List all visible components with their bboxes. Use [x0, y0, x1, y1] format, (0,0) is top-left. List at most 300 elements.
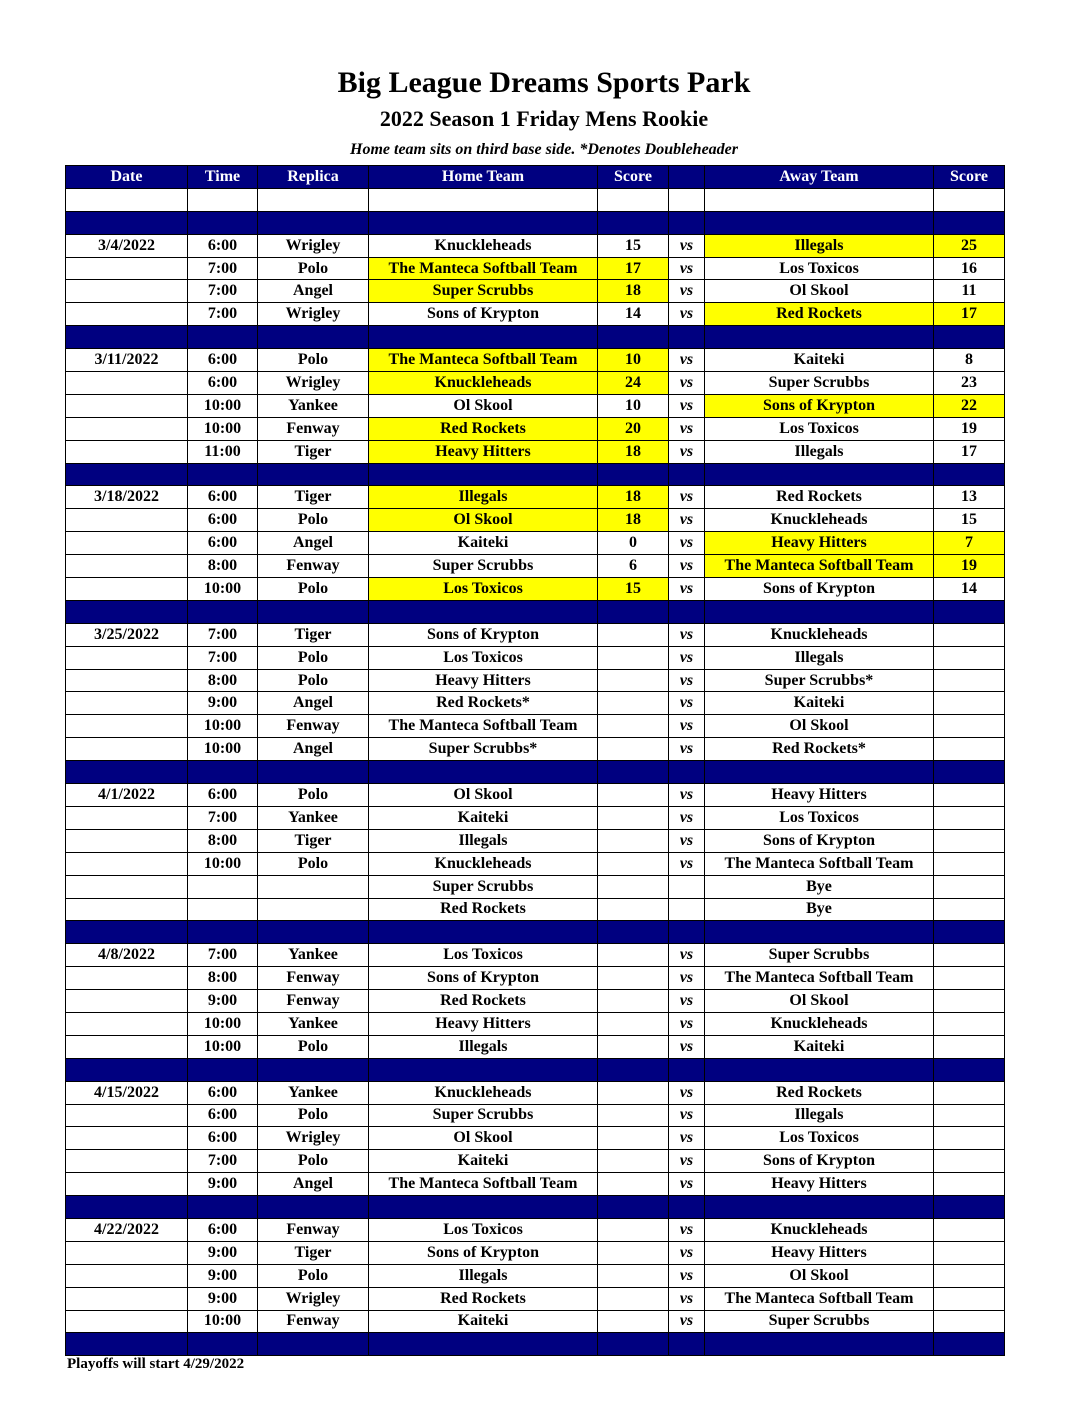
date-cell — [66, 600, 188, 623]
table-row — [66, 1218, 1005, 1241]
date-cell — [66, 372, 188, 395]
vs-cell: vs — [669, 1127, 705, 1150]
home-score-cell — [598, 326, 669, 349]
col-time: Time — [188, 166, 258, 189]
home-team-cell — [369, 1333, 598, 1356]
home-score-cell — [598, 211, 669, 234]
time-cell: 8:00 — [188, 829, 258, 852]
away-score-cell — [934, 646, 1005, 669]
vs-cell — [669, 463, 705, 486]
home-team-cell — [369, 1058, 598, 1081]
replica-cell — [258, 463, 369, 486]
home-score-cell — [598, 1127, 669, 1150]
vs-cell — [669, 1058, 705, 1081]
home-score-cell: 24 — [598, 372, 669, 395]
home-score-cell: 15 — [598, 578, 669, 601]
date-cell — [66, 555, 188, 578]
away-score-cell — [934, 875, 1005, 898]
table-row — [66, 692, 1005, 715]
home-score-cell — [598, 990, 669, 1013]
table-row — [66, 829, 1005, 852]
col-away-team: Away Team — [705, 166, 934, 189]
table-row — [66, 806, 1005, 829]
home-team-cell: The Manteca Softball Team — [369, 1173, 598, 1196]
vs-cell: vs — [669, 692, 705, 715]
home-score-cell — [598, 463, 669, 486]
away-team-cell: The Manteca Softball Team — [705, 967, 934, 990]
date-cell: 4/8/2022 — [66, 944, 188, 967]
away-team-cell: Knuckleheads — [705, 1012, 934, 1035]
date-cell — [66, 211, 188, 234]
time-cell — [188, 600, 258, 623]
away-score-cell: 23 — [934, 372, 1005, 395]
home-team-cell: Heavy Hitters — [369, 440, 598, 463]
table-row — [66, 1310, 1005, 1333]
away-team-cell: Knuckleheads — [705, 623, 934, 646]
time-cell: 10:00 — [188, 1310, 258, 1333]
vs-cell: vs — [669, 1264, 705, 1287]
table-row — [66, 234, 1005, 257]
away-score-cell — [934, 1196, 1005, 1219]
home-score-cell — [598, 1081, 669, 1104]
date-cell: 3/11/2022 — [66, 349, 188, 372]
vs-cell: vs — [669, 829, 705, 852]
home-team-cell: Kaiteki — [369, 806, 598, 829]
home-score-cell — [598, 829, 669, 852]
table-row — [66, 303, 1005, 326]
table-row — [66, 486, 1005, 509]
away-team-cell — [705, 600, 934, 623]
table-row — [66, 623, 1005, 646]
date-cell — [66, 921, 188, 944]
week-separator — [66, 761, 1005, 784]
date-cell — [66, 532, 188, 555]
date-cell — [66, 1127, 188, 1150]
time-cell: 7:00 — [188, 623, 258, 646]
time-cell — [188, 761, 258, 784]
col-date: Date — [66, 166, 188, 189]
vs-cell — [669, 1333, 705, 1356]
table-row — [66, 1173, 1005, 1196]
home-score-cell: 6 — [598, 555, 669, 578]
away-score-cell — [934, 1081, 1005, 1104]
time-cell: 6:00 — [188, 486, 258, 509]
away-score-cell — [934, 715, 1005, 738]
date-cell — [66, 669, 188, 692]
home-score-cell: 18 — [598, 486, 669, 509]
date-cell — [66, 806, 188, 829]
away-team-cell — [705, 188, 934, 211]
away-team-cell: Ol Skool — [705, 280, 934, 303]
away-team-cell: Sons of Krypton — [705, 578, 934, 601]
home-team-cell: Super Scrubbs — [369, 555, 598, 578]
date-cell — [66, 463, 188, 486]
replica-cell: Polo — [258, 257, 369, 280]
week-separator — [66, 463, 1005, 486]
home-score-cell — [598, 1012, 669, 1035]
date-cell — [66, 440, 188, 463]
replica-cell: Angel — [258, 532, 369, 555]
away-score-cell — [934, 761, 1005, 784]
away-team-cell — [705, 1196, 934, 1219]
home-score-cell — [598, 1196, 669, 1219]
away-team-cell: Kaiteki — [705, 692, 934, 715]
replica-cell: Yankee — [258, 1012, 369, 1035]
away-score-cell: 19 — [934, 417, 1005, 440]
away-team-cell: Heavy Hitters — [705, 1173, 934, 1196]
away-team-cell: Illegals — [705, 440, 934, 463]
home-team-cell: Illegals — [369, 829, 598, 852]
vs-cell: vs — [669, 280, 705, 303]
replica-cell — [258, 326, 369, 349]
time-cell: 7:00 — [188, 806, 258, 829]
time-cell: 9:00 — [188, 1287, 258, 1310]
away-score-cell — [934, 1333, 1005, 1356]
home-score-cell — [598, 1104, 669, 1127]
time-cell — [188, 188, 258, 211]
time-cell: 9:00 — [188, 990, 258, 1013]
vs-cell: vs — [669, 372, 705, 395]
vs-cell: vs — [669, 303, 705, 326]
home-score-cell — [598, 944, 669, 967]
home-team-cell: Super Scrubbs — [369, 280, 598, 303]
table-row — [66, 280, 1005, 303]
home-score-cell: 18 — [598, 280, 669, 303]
replica-cell: Yankee — [258, 1081, 369, 1104]
away-team-cell: Red Rockets — [705, 1081, 934, 1104]
away-score-cell — [934, 1127, 1005, 1150]
away-score-cell — [934, 1264, 1005, 1287]
replica-cell: Polo — [258, 669, 369, 692]
time-cell: 6:00 — [188, 1218, 258, 1241]
away-score-cell — [934, 1310, 1005, 1333]
away-score-cell — [934, 1058, 1005, 1081]
home-team-cell — [369, 921, 598, 944]
time-cell: 6:00 — [188, 532, 258, 555]
away-score-cell — [934, 738, 1005, 761]
away-score-cell — [934, 623, 1005, 646]
away-team-cell: Heavy Hitters — [705, 1241, 934, 1264]
table-row — [66, 990, 1005, 1013]
replica-cell: Polo — [258, 852, 369, 875]
replica-cell — [258, 211, 369, 234]
table-row — [66, 555, 1005, 578]
home-team-cell: Heavy Hitters — [369, 1012, 598, 1035]
vs-cell — [669, 761, 705, 784]
home-score-cell — [598, 1241, 669, 1264]
vs-cell: vs — [669, 532, 705, 555]
date-cell — [66, 1310, 188, 1333]
time-cell: 6:00 — [188, 1127, 258, 1150]
home-team-cell: Kaiteki — [369, 1310, 598, 1333]
date-cell — [66, 578, 188, 601]
vs-cell — [669, 921, 705, 944]
home-score-cell — [598, 852, 669, 875]
date-cell — [66, 692, 188, 715]
home-team-cell: Illegals — [369, 1035, 598, 1058]
away-score-cell — [934, 326, 1005, 349]
date-cell — [66, 898, 188, 921]
time-cell: 9:00 — [188, 692, 258, 715]
home-team-cell: Red Rockets — [369, 990, 598, 1013]
away-score-cell — [934, 1241, 1005, 1264]
replica-cell: Tiger — [258, 486, 369, 509]
home-team-cell: The Manteca Softball Team — [369, 349, 598, 372]
time-cell: 7:00 — [188, 303, 258, 326]
vs-cell: vs — [669, 486, 705, 509]
home-score-cell — [598, 1058, 669, 1081]
vs-cell — [669, 1196, 705, 1219]
time-cell: 7:00 — [188, 1150, 258, 1173]
time-cell: 8:00 — [188, 669, 258, 692]
replica-cell: Fenway — [258, 1310, 369, 1333]
home-team-cell: Sons of Krypton — [369, 967, 598, 990]
away-score-cell: 13 — [934, 486, 1005, 509]
home-team-cell: Ol Skool — [369, 784, 598, 807]
date-cell — [66, 1287, 188, 1310]
away-score-cell: 8 — [934, 349, 1005, 372]
date-cell: 3/18/2022 — [66, 486, 188, 509]
vs-cell: vs — [669, 1035, 705, 1058]
replica-cell — [258, 761, 369, 784]
time-cell: 7:00 — [188, 646, 258, 669]
home-team-cell: Super Scrubbs* — [369, 738, 598, 761]
vs-cell: vs — [669, 990, 705, 1013]
replica-cell: Tiger — [258, 623, 369, 646]
time-cell — [188, 898, 258, 921]
table-row — [66, 1241, 1005, 1264]
away-team-cell — [705, 463, 934, 486]
away-score-cell — [934, 921, 1005, 944]
vs-cell: vs — [669, 349, 705, 372]
replica-cell: Polo — [258, 1104, 369, 1127]
date-cell — [66, 829, 188, 852]
time-cell — [188, 1058, 258, 1081]
date-cell — [66, 1058, 188, 1081]
away-team-cell: Los Toxicos — [705, 417, 934, 440]
away-team-cell: Heavy Hitters — [705, 532, 934, 555]
away-score-cell — [934, 990, 1005, 1013]
away-score-cell — [934, 1218, 1005, 1241]
vs-cell: vs — [669, 623, 705, 646]
date-cell — [66, 990, 188, 1013]
away-score-cell — [934, 463, 1005, 486]
away-team-cell: Super Scrubbs — [705, 944, 934, 967]
vs-cell — [669, 898, 705, 921]
time-cell: 10:00 — [188, 738, 258, 761]
replica-cell: Polo — [258, 1264, 369, 1287]
home-team-cell — [369, 211, 598, 234]
vs-cell: vs — [669, 1310, 705, 1333]
home-team-cell: Heavy Hitters — [369, 669, 598, 692]
vs-cell: vs — [669, 715, 705, 738]
away-score-cell: 22 — [934, 394, 1005, 417]
vs-cell — [669, 188, 705, 211]
time-cell: 9:00 — [188, 1173, 258, 1196]
vs-cell: vs — [669, 1218, 705, 1241]
replica-cell — [258, 1058, 369, 1081]
away-team-cell: Ol Skool — [705, 715, 934, 738]
date-cell — [66, 875, 188, 898]
away-team-cell: Knuckleheads — [705, 509, 934, 532]
away-team-cell: Red Rockets* — [705, 738, 934, 761]
away-score-cell: 25 — [934, 234, 1005, 257]
col-replica: Replica — [258, 166, 369, 189]
week-separator — [66, 600, 1005, 623]
away-team-cell: Illegals — [705, 646, 934, 669]
schedule-subtitle: 2022 Season 1 Friday Mens Rookie — [379, 106, 709, 131]
replica-cell: Tiger — [258, 829, 369, 852]
vs-cell: vs — [669, 1287, 705, 1310]
away-team-cell: Super Scrubbs — [705, 372, 934, 395]
table-row — [66, 1035, 1005, 1058]
home-score-cell — [598, 600, 669, 623]
away-score-cell: 17 — [934, 440, 1005, 463]
time-cell — [188, 211, 258, 234]
replica-cell: Polo — [258, 1150, 369, 1173]
table-row — [66, 440, 1005, 463]
time-cell: 8:00 — [188, 555, 258, 578]
home-score-cell: 17 — [598, 257, 669, 280]
vs-cell: vs — [669, 1241, 705, 1264]
replica-cell: Wrigley — [258, 372, 369, 395]
table-row — [66, 1264, 1005, 1287]
vs-cell: vs — [669, 1081, 705, 1104]
home-score-cell — [598, 1150, 669, 1173]
home-team-cell: Sons of Krypton — [369, 623, 598, 646]
table-row — [66, 509, 1005, 532]
home-team-cell: Red Rockets* — [369, 692, 598, 715]
away-team-cell: Los Toxicos — [705, 806, 934, 829]
date-cell — [66, 417, 188, 440]
col-vs — [669, 166, 705, 189]
away-score-cell — [934, 1012, 1005, 1035]
table-row — [66, 738, 1005, 761]
date-cell: 3/4/2022 — [66, 234, 188, 257]
schedule-note: Home team sits on third base side. *Denotes Doubleheader — [350, 141, 738, 158]
replica-cell: Wrigley — [258, 1287, 369, 1310]
week-separator — [66, 1333, 1005, 1356]
replica-cell — [258, 875, 369, 898]
away-team-cell: Illegals — [705, 234, 934, 257]
home-team-cell: Illegals — [369, 1264, 598, 1287]
week-separator — [66, 921, 1005, 944]
table-row — [66, 898, 1005, 921]
home-team-cell — [369, 463, 598, 486]
time-cell: 10:00 — [188, 715, 258, 738]
vs-cell: vs — [669, 967, 705, 990]
vs-cell: vs — [669, 669, 705, 692]
home-team-cell: Knuckleheads — [369, 372, 598, 395]
vs-cell: vs — [669, 440, 705, 463]
replica-cell: Polo — [258, 349, 369, 372]
away-score-cell — [934, 1035, 1005, 1058]
home-score-cell: 15 — [598, 234, 669, 257]
away-score-cell — [934, 669, 1005, 692]
time-cell: 10:00 — [188, 1012, 258, 1035]
time-cell: 10:00 — [188, 394, 258, 417]
home-score-cell — [598, 715, 669, 738]
table-row — [66, 578, 1005, 601]
replica-cell: Angel — [258, 1173, 369, 1196]
home-score-cell: 20 — [598, 417, 669, 440]
replica-cell — [258, 1333, 369, 1356]
home-team-cell: Red Rockets — [369, 898, 598, 921]
time-cell: 9:00 — [188, 1241, 258, 1264]
date-cell: 3/25/2022 — [66, 623, 188, 646]
home-score-cell: 14 — [598, 303, 669, 326]
date-cell: 4/22/2022 — [66, 1218, 188, 1241]
time-cell: 7:00 — [188, 257, 258, 280]
home-score-cell: 0 — [598, 532, 669, 555]
vs-cell: vs — [669, 509, 705, 532]
time-cell: 10:00 — [188, 1035, 258, 1058]
vs-cell — [669, 211, 705, 234]
home-team-cell: Los Toxicos — [369, 646, 598, 669]
home-score-cell — [598, 1264, 669, 1287]
replica-cell — [258, 188, 369, 211]
vs-cell: vs — [669, 806, 705, 829]
header-row — [66, 166, 1005, 189]
time-cell: 6:00 — [188, 234, 258, 257]
home-score-cell — [598, 784, 669, 807]
replica-cell — [258, 600, 369, 623]
away-score-cell — [934, 1287, 1005, 1310]
table-row — [66, 669, 1005, 692]
replica-cell: Yankee — [258, 944, 369, 967]
vs-cell: vs — [669, 852, 705, 875]
home-team-cell: Los Toxicos — [369, 944, 598, 967]
table-row — [66, 1012, 1005, 1035]
home-team-cell: Illegals — [369, 486, 598, 509]
away-score-cell — [934, 1173, 1005, 1196]
replica-cell — [258, 1196, 369, 1219]
vs-cell: vs — [669, 944, 705, 967]
table-row — [66, 372, 1005, 395]
table-row — [66, 1081, 1005, 1104]
date-cell — [66, 1012, 188, 1035]
blank-row — [66, 188, 1005, 211]
date-cell — [66, 1104, 188, 1127]
table-row — [66, 875, 1005, 898]
replica-cell: Angel — [258, 280, 369, 303]
home-score-cell — [598, 1173, 669, 1196]
replica-cell: Angel — [258, 692, 369, 715]
vs-cell: vs — [669, 1150, 705, 1173]
home-score-cell — [598, 761, 669, 784]
home-score-cell — [598, 669, 669, 692]
table-row — [66, 784, 1005, 807]
date-cell — [66, 1173, 188, 1196]
away-team-cell: Illegals — [705, 1104, 934, 1127]
replica-cell: Tiger — [258, 440, 369, 463]
home-team-cell: Super Scrubbs — [369, 1104, 598, 1127]
home-score-cell: 10 — [598, 394, 669, 417]
away-score-cell: 7 — [934, 532, 1005, 555]
replica-cell: Angel — [258, 738, 369, 761]
away-team-cell: Sons of Krypton — [705, 829, 934, 852]
col-home-team: Home Team — [369, 166, 598, 189]
time-cell: 7:00 — [188, 280, 258, 303]
away-team-cell: Ol Skool — [705, 990, 934, 1013]
date-cell — [66, 646, 188, 669]
home-score-cell — [598, 1310, 669, 1333]
replica-cell: Polo — [258, 784, 369, 807]
home-team-cell — [369, 188, 598, 211]
week-separator — [66, 211, 1005, 234]
time-cell: 10:00 — [188, 578, 258, 601]
away-score-cell: 14 — [934, 578, 1005, 601]
